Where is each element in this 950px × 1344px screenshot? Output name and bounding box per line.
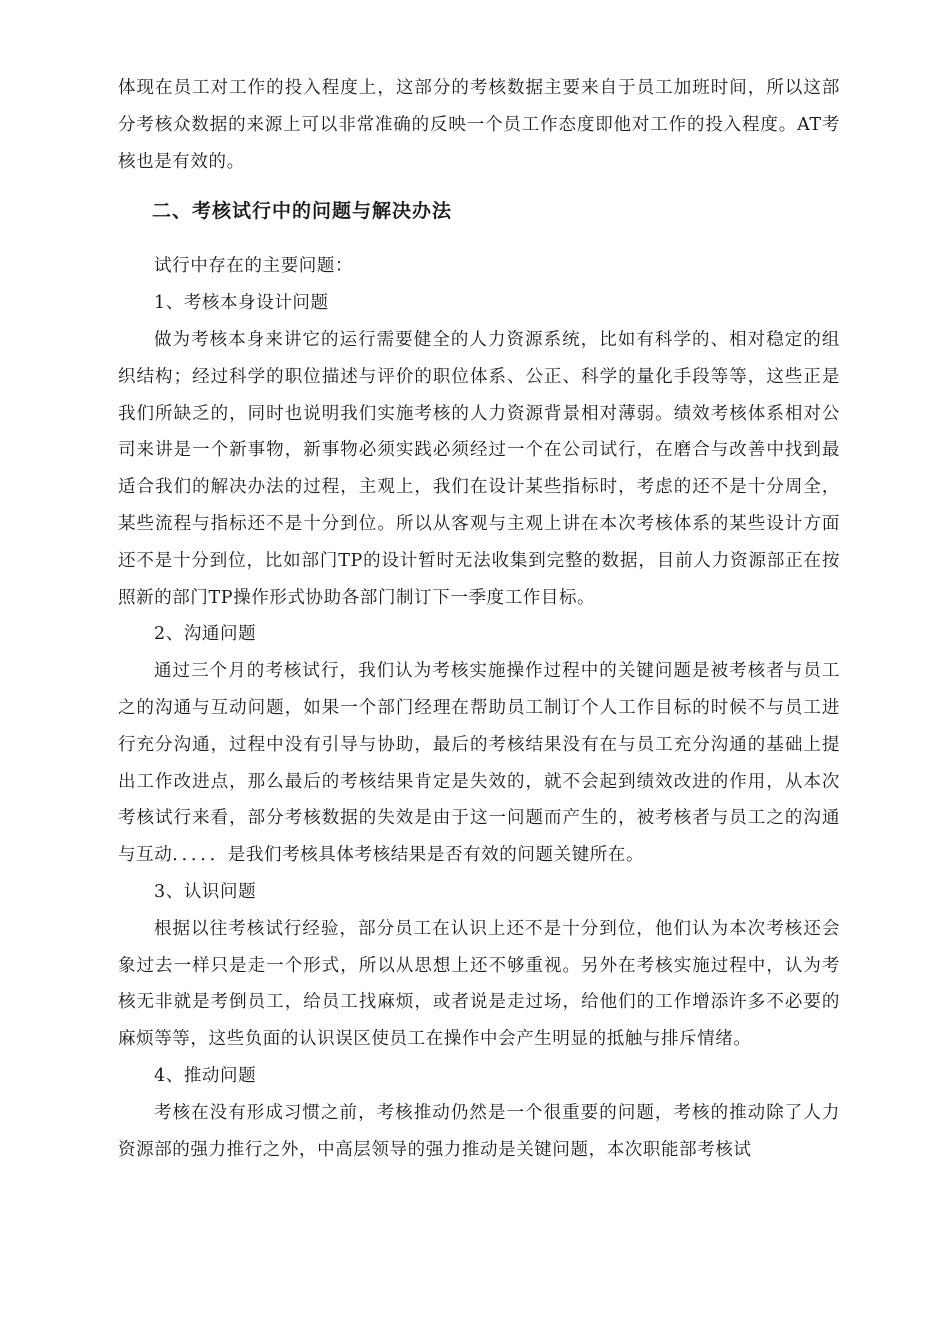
- document-page: [118, 70, 840, 1168]
- issue-body-promotion: 考核在没有形成习惯之前，考核推动仍然是一个很重要的问题，考核的推动除了人力资源部的强力推行之外，中高层领导的强力推动是关键问题，本次职能部考核试: [118, 1102, 840, 1160]
- issue-body-communication: 通过三个月的考核试行，我们认为考核实施操作过程中的关键问题是被考核者与员工之的沟通与互动问题，如果一个部门经理在帮助员工制订个人工作目标的时候不与员工进行充分沟通，过程中没有引导与协助，最后的考核结果没有在与员工充分沟通的基础上提出工作改进点，那么最后的考核结果肯定是失效的，就不会起到绩效改进的作用，从本次考核试行来看，部分考核数据的失效是由于这一问题而产生的，被考核者与员工之的沟通与互动．．．．．是我们考核具体考核结果是否有效的问题关键所在。: [118, 661, 840, 866]
- issue-title-awareness: 3、认识问题: [154, 881, 257, 902]
- issues-intro: 试行中存在的主要问题：: [154, 256, 354, 277]
- section-heading: 二、考核试行中的问题与解决办法: [152, 200, 453, 223]
- issue-body-design: 做为考核本身来讲它的运行需要健全的人力资源系统，比如有科学的、相对稳定的组织结构；经过科学的职位描述与评价的职位体系、公正、科学的量化手段等等，这些正是我们所缺乏的，同时也说明我们实施考核的人力资源背景相对薄弱。绩效考核体系相对公司来讲是一个新事物，新事物必须实践必须经过一个在公司试行，在磨合与改善中找到最适合我们的解决办法的过程，主观上，我们在设计某些指标时，考虑的还不是十分周全，某些流程与指标还不是十分到位。所以从客观与主观上讲在本次考核体系的某些设计方面还不是十分到位，比如部门TP的设计暂时无法收集到完整的数据，目前人力资源部正在按照新的部门TP操作形式协助各部门制订下一季度工作目标。: [118, 329, 840, 608]
- intro-paragraph: 体现在员工对工作的投入程度上，这部分的考核数据主要来自于员工加班时间，所以这部分考核众数据的来源上可以非常准确的反映一个员工作态度即他对工作的投入程度。AT考核也是有效的。: [118, 78, 840, 172]
- issue-title-design: 1、考核本身设计问题: [154, 293, 329, 314]
- issue-title-communication: 2、沟通问题: [154, 624, 257, 645]
- issue-title-promotion: 4、推动问题: [154, 1065, 257, 1086]
- issue-body-awareness: 根据以往考核试行经验，部分员工在认识上还不是十分到位，他们认为本次考核还会象过去一样只是走一个形式，所以从思想上还不够重视。另外在考核实施过程中，认为考核无非就是考倒员工，给员工找麻烦，或者说是走过场，给他们的工作增添许多不必要的麻烦等等，这些负面的认识误区使员工在操作中会产生明显的抵触与排斥情绪。: [118, 918, 840, 1050]
